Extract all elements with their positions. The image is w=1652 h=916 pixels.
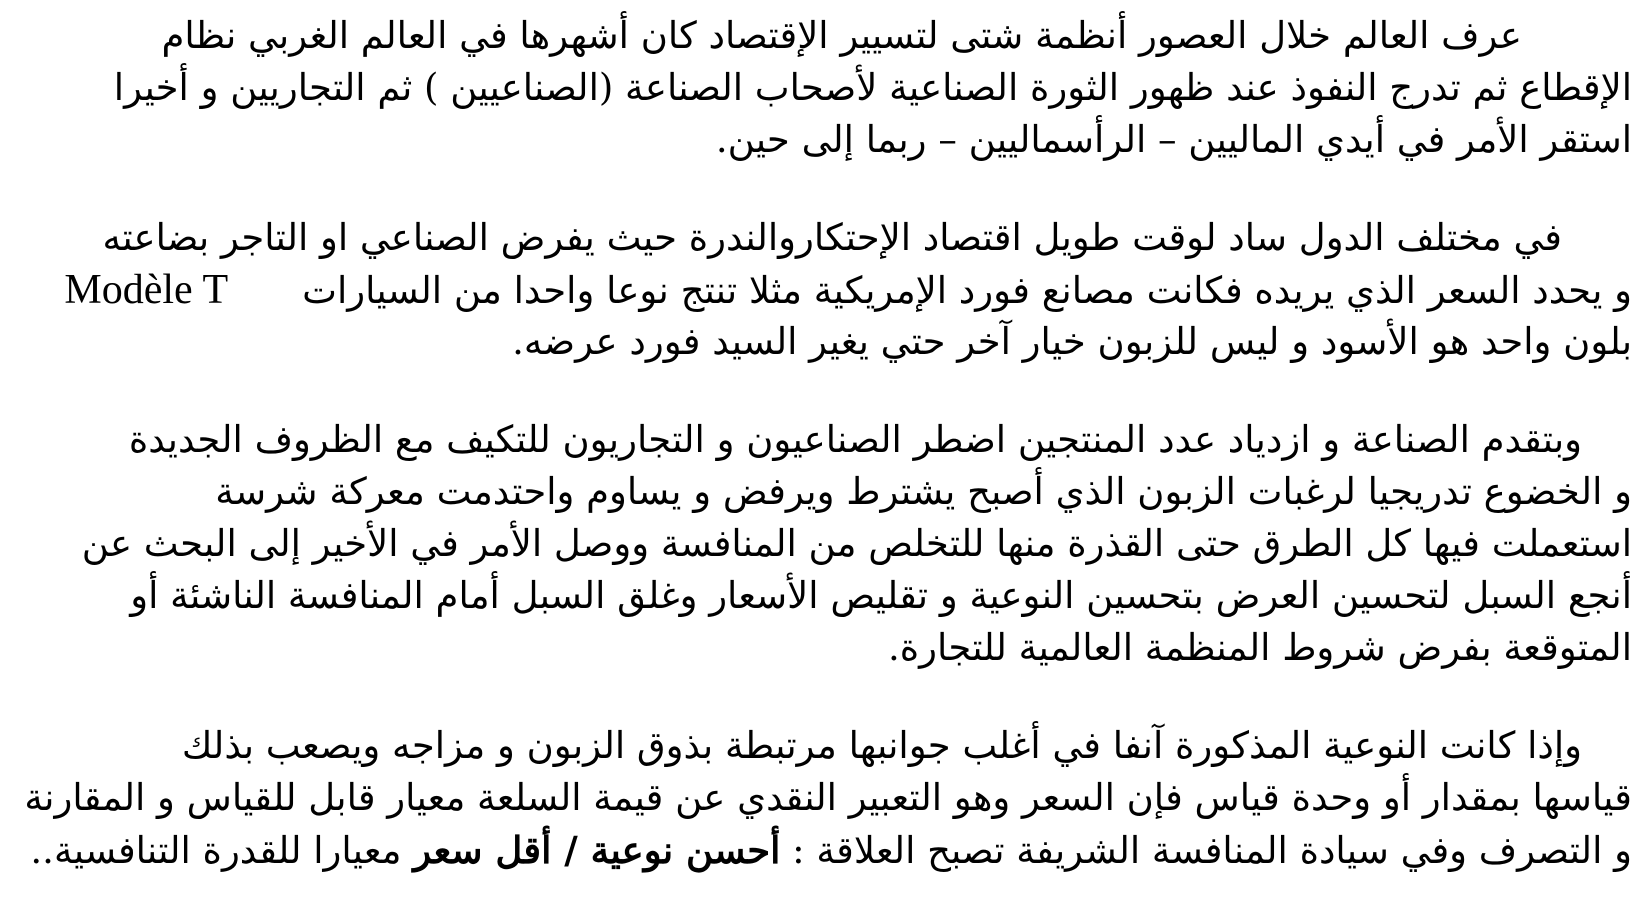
paragraph-text: و يحدد السعر الذي يريده فكانت مصانع فورد الإمريكية مثلا تنتج نوعا واحدا من السيارات — [302, 269, 1632, 312]
model-name-text: Modèle T — [64, 267, 229, 313]
paragraph-line: بلون واحد هو الأسود و ليس للزبون خيار آخر حتي يغير السيد فورد عرضه. — [512, 320, 1632, 363]
paragraph-text: معيارا للقدرة التنافسية.. — [30, 829, 414, 872]
paragraph-line: في مختلف الدول ساد لوقت طويل اقتصاد الإحتكاروالندرة حيث يفرض الصناعي او التاجر بضاعته — [102, 216, 1562, 259]
bold-formula-text: أحسن نوعية / أقل سعر — [413, 828, 781, 872]
paragraph-line: عرف العالم خلال العصور أنظمة شتى لتسيير الإقتصاد كان أشهرها في العالم الغربي نظام — [161, 14, 1522, 57]
paragraph-3 — [20, 414, 1632, 674]
paragraph-2 — [20, 212, 1632, 368]
paragraph-4 — [20, 720, 1632, 876]
paragraph-line: استقر الأمر في أيدي الماليين – الرأسماليين – ربما إلى حين. — [715, 118, 1632, 161]
spacer — [228, 269, 302, 312]
paragraph-line: وإذا كانت النوعية المذكورة آنفا في أغلب جوانبها مرتبطة بذوق الزبون و مزاجه ويصعب بذلك — [181, 724, 1582, 767]
paragraph-gap — [20, 166, 1632, 212]
paragraph-line: استعملت فيها كل الطرق حتى القذرة منها للتخلص من المنافسة ووصل الأمر في الأخير إلى البحث عن — [81, 522, 1632, 565]
document-page — [20, 10, 1632, 916]
paragraph-text: و التصرف وفي سيادة المنافسة الشريفة تصبح العلاقة : — [780, 829, 1632, 872]
paragraph-gap — [20, 674, 1632, 720]
paragraph-line: الإقطاع ثم تدرج النفوذ عند ظهور الثورة الصناعية لأصحاب الصناعة (الصناعيين ) ثم التجاريين و أخيرا — [113, 66, 1632, 109]
paragraph-line: المتوقعة بفرض شروط المنظمة العالمية للتجارة. — [888, 626, 1632, 669]
paragraph-line: و الخضوع تدريجيا لرغبات الزبون الذي أصبح يشترط ويرفض و يساوم واحتدمت معركة شرسة — [215, 470, 1632, 513]
paragraph-line: أنجع السبل لتحسين العرض بتحسين النوعية و تقليص الأسعار وغلق السبل أمام المنافسة الناشئة أو — [130, 574, 1632, 617]
paragraph-1 — [20, 10, 1632, 166]
paragraph-line — [20, 824, 1632, 876]
paragraph-line: وبتقدم الصناعة و ازدياد عدد المنتجين اضطر الصناعيون و التجاريون للتكيف مع الظروف الجديدة — [128, 418, 1582, 461]
paragraph-line — [20, 264, 1632, 316]
paragraph-gap — [20, 368, 1632, 414]
paragraph-line: قياسها بمقدار أو وحدة قياس فإن السعر وهو التعبير النقدي عن قيمة السلعة معيار قابل للقياس و المقارنة — [24, 776, 1632, 819]
